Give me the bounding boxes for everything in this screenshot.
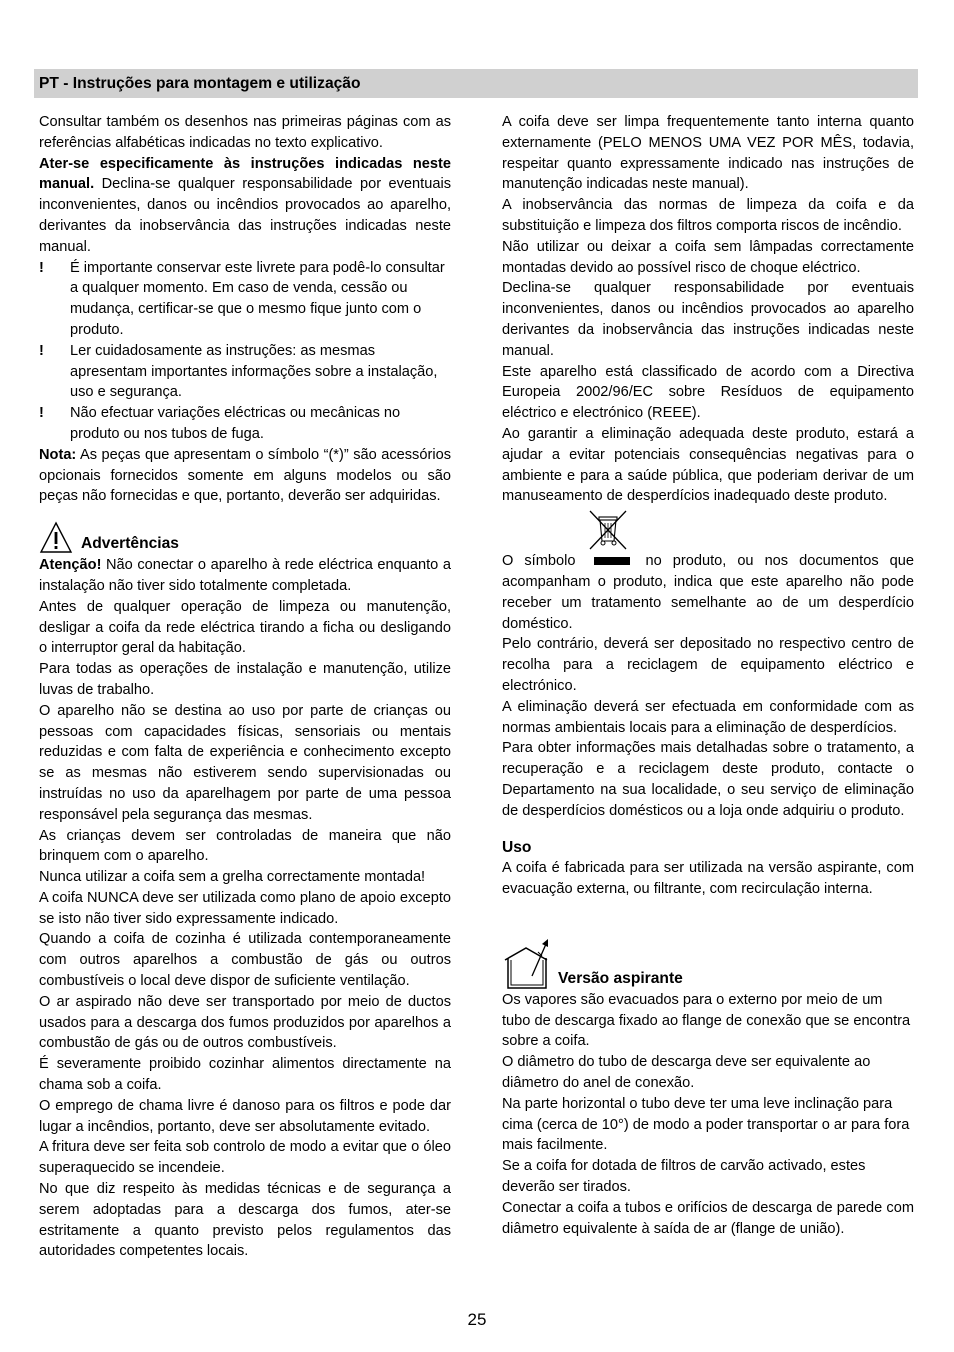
maintenance-paragraph: Declina-se qualquer responsabilidade por eventuais inconvenientes, danos ou incêndios provocados ao aparelho derivantes da inobservância das instruções indicadas neste manual. <box>502 280 914 359</box>
warning-paragraph: A coifa NUNCA deve ser utilizada como plano de apoio excepto se isto não tiver sido expressamente indicado. <box>39 889 451 927</box>
bullet-item <box>39 258 451 341</box>
recycling-paragraph: A eliminação deverá ser efectuada em conformidade com as normas ambientais locais para a eliminação de desperdícios. <box>502 698 914 736</box>
warning-paragraph: O emprego de chama livre é danoso para os filtros e pode dar lugar a incêndios, portanto, deve ser absolutamente evitado. <box>39 1097 451 1135</box>
manual-bold-text: Ater-se especificamente às instruções indicadas neste manual. <box>39 155 451 193</box>
warning-paragraph: No que diz respeito às medidas técnicas e de segurança a serem adoptadas para a descarga dos fumos, ater-se estritamente a quanto previsto pelos regulamentos das autoridades competentes locais. <box>39 1181 451 1260</box>
warning-paragraph: As crianças devem ser controladas de maneira que não brinquem com o aparelho. <box>39 827 451 865</box>
bullet-mark: ! <box>39 259 44 276</box>
maintenance-paragraph: A inobservância das normas de limpeza da coifa e da substituição e limpeza dos filtros comporta riscos de incêndio. <box>502 197 914 234</box>
versao-heading-row <box>502 942 914 990</box>
nota-text: As peças que apresentam o símbolo “(*)” são acessórios opcionais fornecidos somente em alguns modelos ou são peças não fornecidas e que, portanto, deverão ser adquiridas. <box>39 446 451 505</box>
bullet-item <box>39 341 451 403</box>
symbol-before-text: O símbolo <box>502 553 576 570</box>
warning-paragraph: Quando a coifa de cozinha é utilizada contemporaneamente com outros aparelhos a combustão de gás ou outros combustíveis o local deve dispor de suficiente ventilação. <box>39 931 451 990</box>
uso-paragraph: A coifa é fabricada para ser utilizada na versão aspirante, com evacuação externa, ou filtrante, com recirculação interna. <box>502 860 914 898</box>
manual-paragraph <box>39 154 451 258</box>
weee-bar-icon <box>594 557 630 565</box>
versao-paragraph: Na parte horizontal o tubo deve ter uma leve inclinação para cima (cerca de 10°) de modo a poder transportar o ar para fora mais facilmente. <box>502 1095 910 1154</box>
warning-paragraph: Para todas as operações de instalação e manutenção, utilize luvas de trabalho. <box>39 661 451 698</box>
recycling-paragraph: Para obter informações mais detalhadas sobre o tratamento, a recuperação e a reciclagem deste produto, contacte o Departamento na sua localidade, o seu serviço de eliminação de desperdícios domésticos ou a loja onde adquiriu o produto. <box>502 740 914 819</box>
bullet-text: Não efectuar variações eléctricas ou mecânicas no produto ou nos tubos de fuga. <box>70 405 401 442</box>
house-ducted-icon <box>502 938 552 990</box>
bullet-text: Ler cuidadosamente as instruções: as mesmas apresentam importantes informações sobre a instalação, uso e segurança. <box>70 342 438 401</box>
warnings-heading: Advertências <box>81 535 179 553</box>
bullet-text: É importante conservar este livrete para podê-lo consultar a qualquer momento. Em caso de venda, cessão ou mudança, certificar-se que o mesmo fique junto com o produto. <box>70 259 445 338</box>
nota-label: Nota: <box>39 446 77 463</box>
uso-heading: Uso <box>502 838 532 856</box>
symbol-after-text: no produto, ou nos documentos que acompanham o produto, indica que este aparelho não pode receber um tratamento semelhante ao de um desperdício doméstico. <box>502 553 914 632</box>
warning-paragraph: Nunca utilizar a coifa sem a grelha correctamente montada! <box>39 869 426 886</box>
warnings-heading-row <box>39 521 451 555</box>
atencao-label: Atenção! <box>39 557 102 574</box>
recycling-paragraph: Pelo contrário, deverá ser depositado no respectivo centro de recolha para a reciclagem de equipamento eléctrico e electrónico. <box>502 636 914 694</box>
versao-heading: Versão aspirante <box>558 970 683 988</box>
warning-triangle-icon <box>39 521 73 555</box>
bullet-mark: ! <box>39 405 44 422</box>
bullet-item <box>39 403 451 445</box>
disclaimer-text: Declina-se qualquer responsabilidade por eventuais inconvenientes, danos ou incêndios provocados ao aparelho, derivantes da inobservância das instruções indicadas neste manual. <box>39 176 451 255</box>
left-column <box>39 112 451 1262</box>
versao-paragraph: Se a coifa for dotada de filtros de carvão activado, estes deverão ser tirados. <box>502 1158 866 1196</box>
maintenance-paragraph: A coifa deve ser limpa frequentemente tanto interna quanto externamente (PELO MENOS UMA VEZ POR MÊS, todavia, respeitar quanto expressamente indicado nas instruções de manutenção indicadas neste manual). <box>502 114 914 193</box>
atencao-paragraph <box>39 555 451 597</box>
warning-paragraph: A fritura deve ser feita sob controlo de modo a evitar que o óleo superaquecido se incendeie. <box>39 1139 451 1177</box>
warning-paragraph: O ar aspirado não deve ser transportado por meio de ductos usados para a descarga dos fumos produzidos por aparelhos a combustão de gás ou de outros combustíveis. <box>39 993 451 1052</box>
versao-paragraph: O diâmetro do tubo de descarga deve ser equivalente ao diâmetro do anel de conexão. <box>502 1054 871 1092</box>
right-column <box>502 112 914 1239</box>
versao-paragraph: Os vapores são evacuados para o externo por meio de um tubo de descarga fixado ao flange de conexão que se encontra sobre a coifa. <box>502 991 911 1050</box>
atencao-text: Não conectar o aparelho à rede eléctrica enquanto a instalação não tiver sido totalmente completada. <box>39 557 451 594</box>
warning-paragraph: O aparelho não se destina ao uso por parte de crianças ou pessoas com capacidades físicas, sensoriais ou mentais reduzidas e com falta de experiência e conhecimento excepto se as mesmas não estiverem sendo supervisionadas ou instruídas no uso da aparelhagem por parte de uma pessoa responsável pela segurança das mesmas. <box>39 702 451 823</box>
warning-paragraph: É severamente proibido cozinhar alimentos directamente na chama sob a coifa. <box>39 1056 451 1094</box>
section-header-bar <box>34 69 918 98</box>
symbol-paragraph <box>502 551 914 634</box>
maintenance-paragraph: Ao garantir a eliminação adequada deste produto, estará a ajudar a evitar potenciais consequências negativas para o ambiente e para a saúde pública, que poderiam derivar de um manuseamento de desperdícios inadequado deste produto. <box>502 425 914 505</box>
section-title: PT - Instruções para montagem e utilização <box>39 75 361 92</box>
intro-paragraph: Consultar também os desenhos nas primeiras páginas com as referências alfabéticas indicadas no texto explicativo. <box>39 114 451 151</box>
versao-paragraph: Conectar a coifa a tubos e orifícios de descarga de parede com diâmetro equivalente à saída de ar (flange de união). <box>502 1199 914 1237</box>
maintenance-paragraph: Não utilizar ou deixar a coifa sem lâmpadas correctamente montadas devido ao possível risco de choque eléctrico. <box>502 238 914 276</box>
bullet-mark: ! <box>39 342 44 359</box>
weee-symbol-row <box>502 507 914 551</box>
warning-paragraph: Antes de qualquer operação de limpeza ou manutenção, desligar a coifa da rede eléctrica tirando a ficha ou desligando o interruptor geral da habitação. <box>39 598 451 657</box>
maintenance-paragraph: Este aparelho está classificado de acordo com a Directiva Europeia 2002/96/EC sobre Resíduos de equipamento eléctrico e electrónico (REEE). <box>502 363 914 422</box>
nota-paragraph <box>39 445 451 507</box>
crossed-out-bin-icon <box>586 507 630 551</box>
page-number: 25 <box>467 1310 487 1329</box>
